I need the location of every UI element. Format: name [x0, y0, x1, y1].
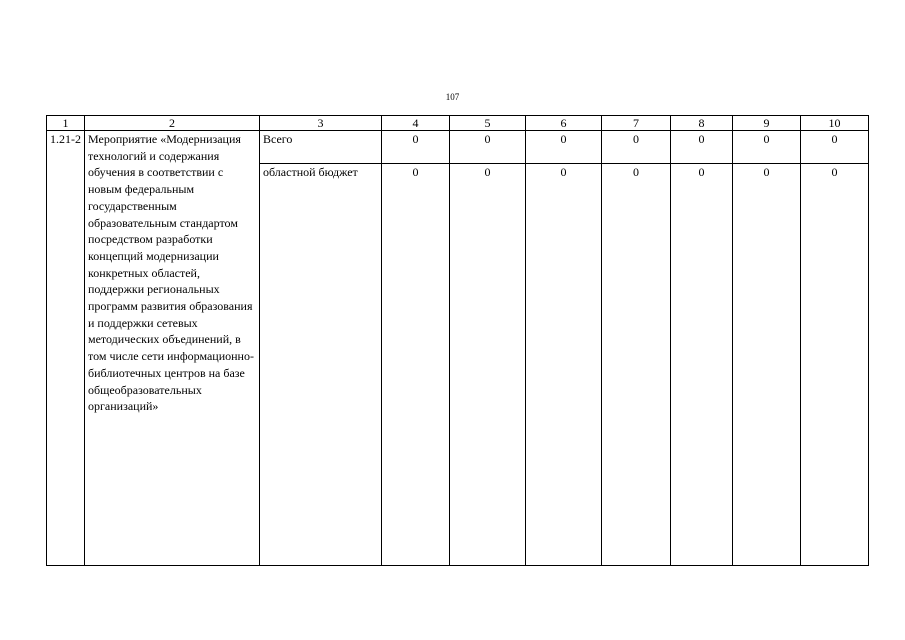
column-header: 5	[450, 116, 526, 131]
value-cell: 0	[801, 131, 869, 164]
value-cell: 0	[671, 131, 733, 164]
item-code: 1.21-2	[47, 131, 85, 566]
column-header: 7	[602, 116, 671, 131]
value-cell: 0	[801, 164, 869, 566]
column-header: 6	[526, 116, 602, 131]
value-cell: 0	[733, 131, 801, 164]
column-header: 8	[671, 116, 733, 131]
value-cell: 0	[671, 164, 733, 566]
column-header: 3	[260, 116, 382, 131]
value-cell: 0	[450, 131, 526, 164]
column-header: 1	[47, 116, 85, 131]
value-cell: 0	[526, 131, 602, 164]
column-header: 10	[801, 116, 869, 131]
funding-source: Всего	[260, 131, 382, 164]
value-cell: 0	[450, 164, 526, 566]
page-number: 107	[445, 92, 460, 102]
column-header: 4	[382, 116, 450, 131]
header-row	[47, 116, 869, 131]
value-cell: 0	[382, 164, 450, 566]
value-cell: 0	[382, 131, 450, 164]
value-cell: 0	[733, 164, 801, 566]
column-header: 9	[733, 116, 801, 131]
value-cell: 0	[526, 164, 602, 566]
item-name: Мероприятие «Модернизация технологий и содержания обучения в соответствии с новым федеральным государственным образовательным стандартом посредством разработки концепций модернизации конкретных областей, поддержки региональных программ развития образования и поддержки сетевых методических объединений, в том числе сети информационно-библиотечных центров на базе общеобразовательных организаций»	[85, 131, 260, 566]
column-header: 2	[85, 116, 260, 131]
table-row-total	[47, 131, 869, 164]
value-cell: 0	[602, 164, 671, 566]
budget-table	[46, 115, 869, 566]
value-cell: 0	[602, 131, 671, 164]
funding-source: областной бюджет	[260, 164, 382, 566]
